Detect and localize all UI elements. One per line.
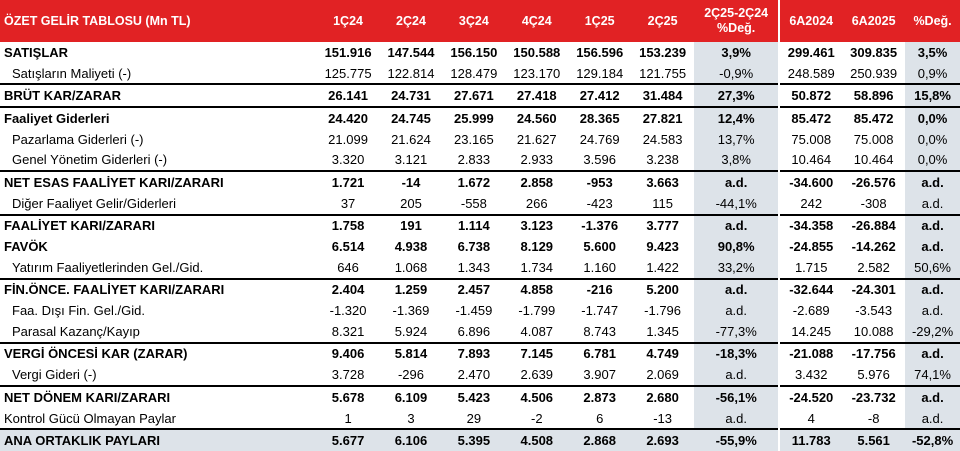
row-label: NET DÖNEM KARI/ZARARI [0,386,317,408]
quarter-value-cell: 1.721 [317,171,380,193]
half-year-cell: 10.464 [853,152,894,168]
half-change-cell: a.d. [905,386,960,408]
quarter-value-cell: 6.109 [380,386,443,408]
quarter-value-cell: 31.484 [631,84,694,107]
quarter-value-cell: 115 [652,195,673,211]
half-year-cell: -24.520 [779,386,842,408]
quarter-value-cell: -953 [568,171,631,193]
half-year-cell: 50.872 [779,84,842,107]
quarter-value-cell: 24.731 [380,84,443,107]
quarter-value-cell: -1.320 [329,303,367,319]
table-row [0,84,960,107]
quarter-value-cell: 1.672 [442,171,505,193]
header-quarter-change-unit: %Değ. [717,21,756,35]
quarter-value-cell: -1.459 [455,303,493,319]
half-year-cell: 58.896 [842,84,905,107]
quarter-change-cell: 90,8% [694,236,779,257]
quarter-value-cell: 3.238 [646,152,679,168]
quarter-value-cell: 8.129 [520,239,554,255]
quarter-value-cell: 6.106 [380,429,443,451]
half-change-cell: 15,8% [905,84,960,107]
header-1q25: 1Ç25 [568,0,631,42]
quarter-value-cell: 2.680 [631,386,694,408]
quarter-value-cell: 5.678 [317,386,380,408]
quarter-value-cell: 21.627 [516,131,557,147]
quarter-value-cell: 2.868 [568,429,631,451]
half-change-cell: 0,9% [905,63,960,85]
half-change-cell: a.d. [905,300,960,321]
table-row [0,171,960,193]
quarter-value-cell: 21.624 [391,131,431,147]
quarter-change-cell: -44,1% [694,193,779,215]
header-quarter-change [694,0,779,42]
quarter-value-cell: 9.406 [317,343,380,365]
quarter-value-cell: -1.369 [392,303,430,319]
row-label: VERGİ ÖNCESİ KAR (ZARAR) [0,343,317,365]
half-year-cell: -34.600 [779,171,842,193]
half-change-cell: a.d. [905,279,960,301]
quarter-value-cell: 7.145 [505,343,568,365]
quarter-value-cell: 3.121 [394,152,428,168]
quarter-value-cell: 4.749 [631,343,694,365]
quarter-value-cell: 129.184 [576,65,624,81]
quarter-value-cell: 1.345 [646,323,679,339]
row-label: NET ESAS FAALİYET KARI/ZARARI [0,171,317,193]
quarter-value-cell: 122.814 [387,65,435,81]
half-year-cell: 250.939 [850,65,898,81]
quarter-value-cell: 1.343 [457,259,491,275]
header-2q24: 2Ç24 [380,0,443,42]
quarter-value-cell: 1.114 [442,215,505,237]
half-year-cell: 14.245 [779,321,842,343]
table-row [0,129,960,150]
quarter-value-cell: -1.747 [581,303,619,319]
half-change-cell: a.d. [905,215,960,237]
half-year-cell: -24.855 [779,236,842,257]
quarter-value-cell: 4.087 [520,323,554,339]
half-year-cell: -308 [860,195,887,211]
header-6a2024: 6A2024 [779,0,842,42]
quarter-change-cell: a.d. [694,171,779,193]
half-change-cell: 0,0% [905,129,960,150]
quarter-change-cell: a.d. [694,408,779,430]
half-year-cell: 3.432 [779,364,842,386]
quarter-value-cell: -296 [397,367,424,383]
quarter-value-cell: 23.165 [453,131,494,147]
quarter-value-cell: 4.508 [505,429,568,451]
quarter-change-cell: 3,8% [694,149,779,171]
half-change-cell: a.d. [905,408,960,430]
half-year-cell: -34.358 [779,215,842,237]
half-year-cell: 10.088 [853,323,894,339]
row-label: Diğer Faaliyet Gelir/Giderleri [12,195,176,211]
half-change-cell: a.d. [905,171,960,193]
table-row [0,364,960,386]
row-label: FAVÖK [4,239,48,255]
quarter-value-cell: 9.423 [646,239,679,255]
quarter-value-cell: 1.068 [394,259,428,275]
table-row [0,149,960,171]
quarter-value-cell: 3.596 [583,152,616,168]
half-change-cell: a.d. [905,236,960,257]
quarter-change-cell: a.d. [694,215,779,237]
quarter-value-cell: 21.099 [328,131,368,147]
quarter-value-cell: 4.938 [394,239,428,255]
header-3q24: 3Ç24 [442,0,505,42]
half-year-cell: 11.783 [779,429,842,451]
table-row [0,257,960,279]
half-year-cell: 5.561 [842,429,905,451]
half-year-cell: 4 [779,408,842,430]
header-quarter-change-title: 2Ç25-2Ç24 [704,6,769,20]
quarter-value-cell: 5.677 [317,429,380,451]
half-year-cell: -26.884 [842,215,905,237]
table-row [0,429,960,451]
quarter-value-cell: 5.924 [394,323,428,339]
quarter-value-cell: 26.141 [317,84,380,107]
table-row [0,215,960,237]
quarter-value-cell: -1.796 [644,303,682,319]
quarter-value-cell: 123.170 [513,65,561,81]
quarter-value-cell: 24.745 [380,107,443,129]
quarter-value-cell: 191 [380,215,443,237]
quarter-value-cell: 1.734 [520,259,554,275]
half-year-cell: 75.008 [853,131,894,147]
header-1q24: 1Ç24 [317,0,380,42]
row-label: Kontrol Gücü Olmayan Paylar [4,410,176,426]
quarter-value-cell: 121.755 [639,65,687,81]
half-year-cell: -23.732 [842,386,905,408]
quarter-value-cell: 2.693 [631,429,694,451]
table-row [0,236,960,257]
table-row [0,107,960,129]
row-label: SATIŞLAR [4,44,69,60]
row-label: Genel Yönetim Giderleri (-) [12,152,168,168]
row-label: ANA ORTAKLIK PAYLARI [0,429,317,451]
half-year-cell: 2.582 [857,259,890,275]
quarter-value-cell: 151.916 [324,44,372,60]
table-row [0,42,960,63]
quarter-value-cell: 153.239 [639,44,687,60]
half-change-cell: -52,8% [905,429,960,451]
quarter-value-cell: 8.321 [331,323,365,339]
row-label: Faa. Dışı Fin. Gel./Gid. [12,303,145,319]
table-body [0,42,960,451]
quarter-change-cell: 13,7% [694,129,779,150]
quarter-value-cell: -558 [460,195,487,211]
row-label: Satışların Maliyeti (-) [12,65,132,81]
half-year-cell: -21.088 [779,343,842,365]
quarter-value-cell: 5.423 [442,386,505,408]
quarter-value-cell: -13 [653,410,672,426]
quarter-value-cell: 28.365 [568,107,631,129]
quarter-value-cell: 3.320 [331,152,365,168]
table-title: ÖZET GELİR TABLOSU (Mn TL) [0,0,317,42]
half-year-cell: 5.976 [857,367,890,383]
quarter-value-cell: 24.560 [505,107,568,129]
quarter-value-cell: 156.150 [450,44,498,60]
quarter-value-cell: 3 [407,410,415,426]
quarter-value-cell: 4.506 [505,386,568,408]
quarter-change-cell: -55,9% [694,429,779,451]
quarter-value-cell: 27.821 [631,107,694,129]
quarter-value-cell: -1.376 [568,215,631,237]
quarter-value-cell: 3.777 [631,215,694,237]
quarter-value-cell: 128.479 [450,65,498,81]
quarter-value-cell: -2 [531,410,543,426]
quarter-value-cell: 5.600 [583,239,616,255]
header-row [0,0,960,42]
table-row [0,408,960,430]
quarter-value-cell: 37 [340,195,356,211]
quarter-change-cell: 27,3% [694,84,779,107]
half-year-cell: -3.543 [855,303,893,319]
half-year-cell: 85.472 [779,107,842,129]
half-change-cell: a.d. [905,343,960,365]
quarter-change-cell: a.d. [694,300,779,321]
half-year-cell: 299.461 [779,42,842,63]
quarter-value-cell: 2.404 [317,279,380,301]
quarter-value-cell: -14 [380,171,443,193]
half-year-cell: 242 [779,193,842,215]
half-year-cell: -2.689 [779,300,842,321]
header-half-change: %Değ. [905,0,960,42]
half-year-cell: 10.464 [779,149,842,171]
table-row [0,300,960,321]
quarter-value-cell: 2.470 [457,367,491,383]
half-year-cell: 75.008 [779,129,842,150]
quarter-change-cell: 12,4% [694,107,779,129]
quarter-change-cell: a.d. [694,279,779,301]
quarter-value-cell: -423 [586,195,613,211]
quarter-change-cell: 33,2% [694,257,779,279]
table-row [0,386,960,408]
quarter-value-cell: 27.671 [442,84,505,107]
half-year-cell: 85.472 [842,107,905,129]
half-change-cell: 3,5% [905,42,960,63]
quarter-value-cell: 2.833 [457,152,491,168]
row-label: BRÜT KAR/ZARAR [0,84,317,107]
half-change-cell: 0,0% [905,107,960,129]
quarter-value-cell: 1.758 [317,215,380,237]
half-year-cell: 1.715 [779,257,842,279]
table-row [0,279,960,301]
quarter-value-cell: 1.259 [380,279,443,301]
quarter-value-cell: 5.200 [631,279,694,301]
table-row [0,343,960,365]
quarter-change-cell: -77,3% [694,321,779,343]
quarter-value-cell: 2.873 [568,386,631,408]
row-label: Parasal Kazanç/Kayıp [12,323,140,339]
quarter-value-cell: 3.663 [631,171,694,193]
quarter-value-cell: 27.418 [505,84,568,107]
quarter-value-cell: 2.858 [505,171,568,193]
half-year-cell: -8 [867,410,880,426]
quarter-change-cell: -0,9% [694,63,779,85]
quarter-value-cell: 2.069 [646,367,679,383]
quarter-value-cell: 1.422 [646,259,679,275]
quarter-value-cell: 7.893 [442,343,505,365]
half-change-cell: -29,2% [905,321,960,343]
quarter-value-cell: 3.123 [505,215,568,237]
half-year-cell: 309.835 [850,44,898,60]
quarter-value-cell: 25.999 [442,107,505,129]
row-label: Yatırım Faaliyetlerinden Gel./Gid. [12,259,204,275]
row-label: FAALİYET KARI/ZARARI [0,215,317,237]
table-row [0,321,960,343]
half-change-cell: 50,6% [905,257,960,279]
quarter-value-cell: 205 [400,195,422,211]
half-year-cell: -17.756 [842,343,905,365]
quarter-change-cell: -18,3% [694,343,779,365]
quarter-value-cell: 1.160 [583,259,616,275]
row-label: FİN.ÖNCE. FAALİYET KARI/ZARARI [0,279,317,301]
quarter-value-cell: 3.907 [583,367,616,383]
half-change-cell: 74,1% [905,364,960,386]
quarter-value-cell: 125.775 [324,65,372,81]
quarter-value-cell: 2.457 [442,279,505,301]
row-label: Vergi Gideri (-) [12,367,97,383]
quarter-value-cell: 6.738 [457,239,491,255]
quarter-value-cell: 646 [337,259,359,275]
quarter-value-cell: 6.781 [568,343,631,365]
half-year-cell: -32.644 [779,279,842,301]
quarter-value-cell: 24.420 [317,107,380,129]
quarter-value-cell: 24.583 [642,131,683,147]
quarter-value-cell: 4.858 [505,279,568,301]
quarter-value-cell: 156.596 [576,44,624,60]
quarter-value-cell: 150.588 [513,44,561,60]
quarter-value-cell: 6 [596,410,604,426]
half-year-cell: -14.262 [851,239,896,255]
header-2q25: 2Ç25 [631,0,694,42]
quarter-value-cell: 3.728 [331,367,365,383]
table-row [0,193,960,215]
row-label: Faaliyet Giderleri [0,107,317,129]
quarter-value-cell: 8.743 [583,323,616,339]
half-year-cell: -24.301 [842,279,905,301]
quarter-value-cell: -1.799 [518,303,556,319]
quarter-value-cell: 5.814 [380,343,443,365]
quarter-value-cell: 266 [525,195,548,211]
quarter-change-cell: a.d. [694,364,779,386]
table-row [0,63,960,85]
header-6a2025: 6A2025 [842,0,905,42]
quarter-value-cell: 24.769 [579,131,620,147]
quarter-value-cell: 29 [466,410,482,426]
half-change-cell: a.d. [905,193,960,215]
half-year-cell: -26.576 [842,171,905,193]
quarter-value-cell: 147.544 [387,44,435,60]
quarter-value-cell: -216 [568,279,631,301]
quarter-value-cell: 2.933 [520,152,554,168]
quarter-change-cell: -56,1% [694,386,779,408]
quarter-value-cell: 6.896 [457,323,491,339]
quarter-change-cell: 3,9% [694,42,779,63]
header-4q24: 4Ç24 [505,0,568,42]
quarter-value-cell: 1 [344,410,352,426]
quarter-value-cell: 2.639 [520,367,554,383]
half-year-cell: 248.589 [779,63,842,85]
quarter-value-cell: 27.412 [568,84,631,107]
row-label: Pazarlama Giderleri (-) [12,131,144,147]
quarter-value-cell: 5.395 [442,429,505,451]
half-change-cell: 0,0% [905,149,960,171]
quarter-value-cell: 6.514 [331,239,365,255]
